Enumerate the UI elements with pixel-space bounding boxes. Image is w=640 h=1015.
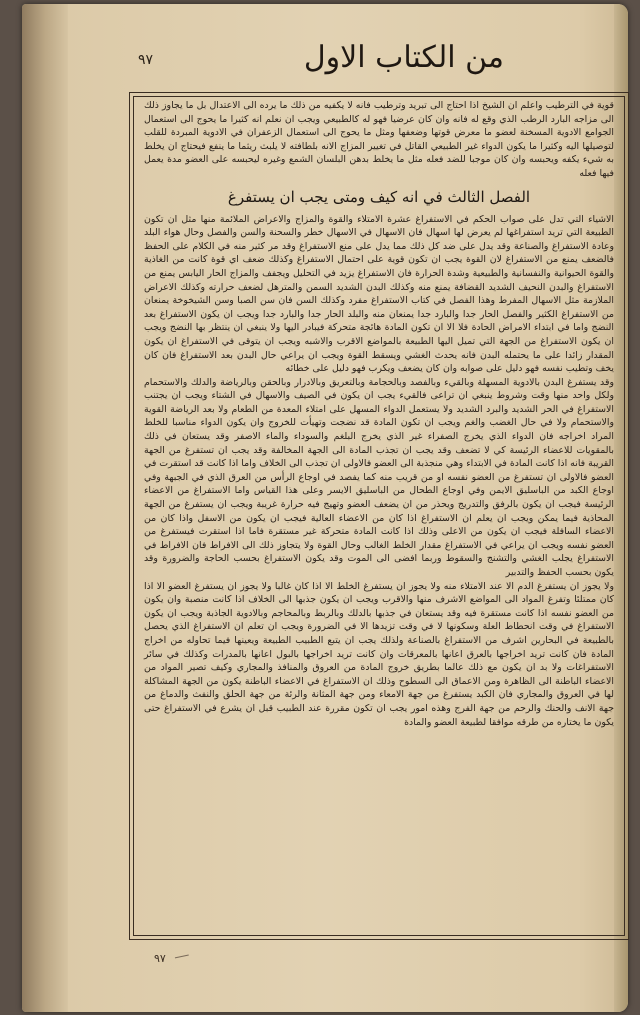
- page-header: [80, 40, 600, 80]
- paragraph-4: ولا يجوز ان يستفرغ الدم الا عند الامتلاء منه ولا يجوز ان يستفرغ الخلط الا اذا كان غالبا ولا يجوز ان يستفرغ العضو الا اذا كان ممتلئا وتفرغ المواد الى المواضع الاشرف منها والاقرب ويجب ان يكون جذبها الى الخلاف اذا كانت منصبة وان يكون من العضو نفسه اذا كانت مستقرة فيه وقد يستعان في جذبها بالدلك وبالربط وبالمحاجم وبالادوية الجاذبة ويجب ان يكون الاستفراغ في وقت انحطاط العلة وسكونها لا في وقت تزيدها الا في الضرورة ويجب ان تعلم ان الاستفراغ الذي يحصل بالطبيعة في البحارين اشرف من الاستفراغ بالصناعة ولذلك يجب ان يتبع الطبيب الطبيعة ويعينها فيما تحاوله من اخراج المادة فان كانت تريد اخراجها بالعرق اعانها بالمعرقات وان كانت تريد اخراجها بالبول اعانها بالمدرات وكذلك في سائر الاستفراغات ولا بد ان يكون مع ذلك عالما بطريق خروج المادة من العروق والمنافذ والمجاري وكيف تصير المواد من الاعضاء الباطنة الى الظاهرة ومن الاعماق الى السطوح وذلك ان الاستفراغ في الاعضاء الباطنة يكون من الجهة المشاكلة لها في العروق والمجاري فان الكبد يستفرغ من جهة الامعاء ومن جهة المثانة والرئة من جهة الحلق والنفث والدماغ من جهة الانف والحنك والرحم من جهة الفرج وهذه امور يجب ان تكون مقررة عند الطبيب قبل ان يشرع في الاستفراغ حتى يكون ما يختاره من طرقه موافقا لطبيعة العضو والمادة: [144, 580, 614, 728]
- paragraph-2: الاشياء التي تدل على صواب الحكم في الاستفراغ عشرة الامتلاء والقوة والمزاج والاعراض الملائمة منها مثل ان تكون الطبيعة التي تريد استفراغها لم يعرض لها اسهال فان الاسهال في الاسهال خطر والسحنة والسن والفصل وحال هواء البلد وعادة الاستفراغ والصناعة وقد يدل على ضد كل ذلك مما يدل على منع الاستفراغ وقد مر كثير منه في الكلام على الحفظ فالضعف يمنع من الاستفراغ لان القوة يجب ان تكون قوية على احتمال الاستفراغ وكذلك ضعف اي قوة كانت من الغاذية والقوة الحيوانية والنفسانية والطبيعية وشدة الحرارة فان الاستفراغ يزيد في التحليل ويجفف والمزاج الحار اليابس يمنع من الاستفراغ والبدن النحيف الشديد القضافة يمنع منه وكذلك البدن الشديد السمن والمترهل لضعف حرارته وكذلك الاعراض الملازمة مثل الاسهال المفرط وهذا الفصل في كتاب الاستفراغ مفرد وكذلك السن فان سن الصبا وسن الشيخوخة يمنعان من الاستفراغ الكثير والفصل الحار جدا والبارد جدا يمنعان منه والبلد الحار جدا والبارد جدا ويجب ان يكون الاستفراغ بعد النضج واما في ابتداء الامراض الحادة فلا الا ان تكون المادة هائجة متحركة فيبادر اليها ولا ينبغي ان ينتظر بها النضج ويجب ان يكون الاستفراغ من الجهة التي تميل اليها الطبيعة بالمواضع الاقرب والاشبه ويجب ان يتوقى في الاستفراغ ان يكون المقدار زائدا على ما يحتمله البدن فانه يحدث الغشي ويسقط القوة ويجب ان يراعي حال البدن بعد الاستفراغ فان كان يخف وتطيب نفسه فهو دليل على صوابه وان كان يضعف ويكرب فهو دليل على خطائه: [144, 213, 614, 375]
- text-frame: [129, 92, 629, 940]
- paragraph-1: قوية في الترطيب واعلم ان الشيخ اذا احتاج الى تبريد وترطيب فانه لا يكفيه من ذلك ما يرده الى الاعتدال بل ما يجاوز ذلك الى مزاجه البارد الرطب الذي وقع له فانه وان كان عرضيا فهو له كالطبيعي ويجب ان نعلم انه كثيرا ما يحوج الى استعمال الجوامع الادوية المسخنة لعضو ما معرض قوتها وضعفها ومثل ما يحوج الى استعمال الزعفران في الادوية المبردة للقلب لتوصيلها اليه وكثيرا ما يكون الدواء غير الطبيعي القاتل في تغيير المزاج الانه بلطافته لا يلبث ريثما ما ينفع فيحتاج ان يخلط به شيء يكفه ويحبسه وان كان موجبا للضد فعله مثل ما يخلط بدهن البلسان الشمع وغيره ليحبسه على العضو مدة يعمل فيها فعله: [144, 100, 614, 179]
- chapter-heading: الفصل الثالث في انه كيف ومتى يجب ان يستفرغ: [227, 187, 531, 206]
- paragraph-3: وقد يستفرغ البدن بالادوية المسهلة وبالقيء وبالفصد وبالحجامة وبالتعريق وبالادرار وبالحقن وبالرياضة والدلك والاستحمام ولكل واحد منها وقت وشروط ينبغي ان تراعى فالقيء يجب ان يكون في الصيف والاسهال في الشتاء ويجب ان يجتنب الاستفراغ في الحر الشديد والبرد الشديد ولا يستعمل الدواء المسهل على امتلاء المعدة من الطعام ولا بعد الرياضة القوية والاستحمام ولا في حال الغضب والغم ويجب ان تكون المادة قد نضجت وتهيأت للخروج وان يكون الدواء مناسبا للخلط المراد اخراجه فان الدواء الذي يخرج الصفراء غير الذي يخرج البلغم والسوداء والماء الاصفر وقد يستعان في ذلك بالمقويات للاعضاء الرئيسة كي لا تضعف وقد يجب ان تجذب المادة الى الجهة المخالفة وقد يجب ان تستفرغ من الجهة القريبة فانه اذا كانت المادة في الابتداء وهي منجذبة الى العضو فالاولى ان تجذب الى الخلاف واما اذا كانت قد استقرت في العضو فالاولى ان تستفرغ من العضو نفسه او من قريب منه كما يفصد في اوجاع الرأس من العرق الذي في الجبهة وفي اوجاع الكبد من الباسليق الايمن وفي اوجاع الطحال من الباسليق الايسر وعلى هذا القياس واما الاستفراغ من الاعضاء الرئيسة فيجب ان يكون بالرفق والتدريج ويحذر من ان يضعف العضو وتهيج فيه حرارة غريبة ويجب ان يستفرغ من الجهة المحاذية فيما يمكن ويجب ان يعلم ان الاستفراغ اذا كان من الاعضاء العالية فيجب ان يكون من الاسفل واذا كان من الاعضاء السافلة فيجب ان يكون من الاعلى وذلك اذا كانت المادة متحركة غير مستقرة فاما اذا استقرت فيستفرغ من العضو نفسه ويجب ان يراعي في الاستفراغ مقدار الخلط الغالب وحال القوة ولا يتجاوز ذلك الى الافراط فان الافراط في الاستفراغ يجلب الغشي والتشنج والسقوط وربما افضى الى الموت وقد يكون الاستفراغ بحسب الحاجة والضرورة وقد يكون بحسب الحفظ والتدبير: [144, 376, 614, 578]
- book-page: [22, 4, 628, 1012]
- running-title: من الكتاب الاول: [303, 40, 504, 75]
- main-text-block: [144, 99, 614, 729]
- header-page-number: ٩٧: [138, 52, 154, 68]
- pencil-mark: [173, 947, 189, 959]
- book-gutter: [22, 4, 68, 1012]
- footer-page-number: ٩٧: [154, 952, 166, 965]
